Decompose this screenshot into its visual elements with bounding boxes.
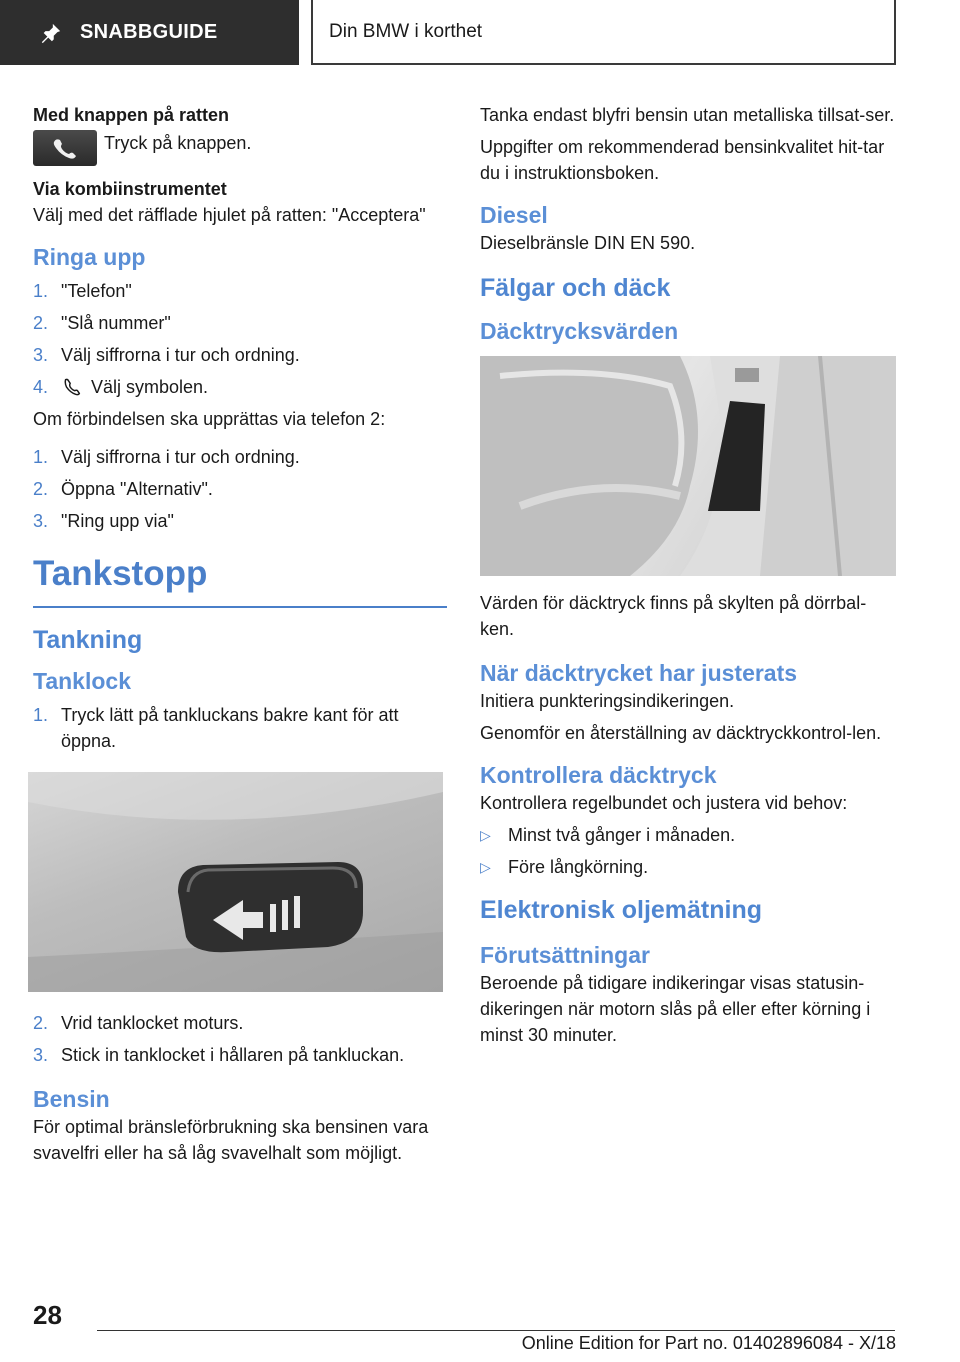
- fuel-cap-photo: [28, 772, 443, 992]
- bensin-heading: Bensin: [33, 1086, 110, 1112]
- handset-icon: [61, 376, 83, 398]
- ringa-step: 3. Välj siffrorna i tur och ordning.: [33, 345, 300, 365]
- falgar-heading: Fälgar och däck: [480, 274, 671, 302]
- header-section-label: SNABBGUIDE: [80, 21, 218, 43]
- kontroll-bullet: ▷ Minst två gånger i månaden.: [480, 822, 896, 848]
- door-pillar-illustration: [480, 356, 896, 576]
- justerats-heading: När däcktrycket har justerats: [480, 660, 798, 686]
- kontroll-heading: Kontrollera däcktryck: [480, 762, 717, 788]
- genomfor-text: Genomför en återställning av däcktryckkontrol-len.: [480, 723, 882, 743]
- ringa-step: 2. "Slå nummer": [33, 313, 171, 333]
- phone-icon: [50, 136, 80, 160]
- phone2-text: Om förbindelsen ska upprättas via telefon 2:: [33, 409, 386, 429]
- tanklock-step: 1. Tryck lätt på tankluckans bakre kant för att öppna.: [33, 705, 399, 751]
- olja-heading: Elektronisk oljemätning: [480, 896, 763, 924]
- page-number: 28: [33, 1300, 62, 1330]
- ringa-step: 1. "Telefon": [33, 281, 132, 301]
- pin-icon: [40, 22, 62, 44]
- forut-text: Beroende på tidigare indikeringar visas statusin-dikeringen när motorn slås på eller efter körning i minst 30 minuter.: [480, 973, 871, 1045]
- kombi-heading: Via kombiinstrumentet: [33, 179, 227, 199]
- left-column: [33, 102, 447, 1172]
- tankstopp-rule: [33, 606, 447, 608]
- steering-heading: Med knappen på ratten: [33, 105, 230, 125]
- initiera-text: Initiera punkteringsindikeringen.: [480, 691, 735, 711]
- kontroll-text: Kontrollera regelbundet och justera vid behov:: [480, 793, 848, 813]
- steering-phone-button-image: [33, 130, 97, 166]
- tanklock-step: 2. Vrid tanklocket moturs.: [33, 1013, 244, 1033]
- header-chapter-tab: [311, 0, 896, 65]
- kontroll-bullet: ▷ Före långkörning.: [480, 854, 896, 880]
- header-section-tab: [0, 0, 299, 65]
- diesel-text: Dieselbränsle DIN EN 590.: [480, 233, 696, 253]
- door-sill-photo: [480, 356, 896, 576]
- tryck-heading: Däcktrycksvärden: [480, 318, 679, 344]
- phone2-step: 1. Välj siffrorna i tur och ordning.: [33, 447, 300, 467]
- ringa-heading: Ringa upp: [33, 244, 146, 270]
- ringa-step: 4. Välj symbolen.: [33, 377, 209, 397]
- tanka-text: Tanka endast blyfri bensin utan metalliska tillsat-ser.: [480, 105, 895, 125]
- fuel-cap-illustration: [28, 772, 443, 992]
- forut-heading: Förutsättningar: [480, 942, 650, 968]
- tankning-heading: Tankning: [33, 626, 143, 654]
- tankstopp-heading: Tankstopp: [33, 554, 208, 593]
- diesel-heading: Diesel: [480, 202, 548, 228]
- varden-text: Värden för däcktryck finns på skylten på dörrbal-ken.: [480, 593, 867, 639]
- steering-text: Tryck på knappen.: [104, 133, 252, 153]
- phone2-step: 2. Öppna "Alternativ".: [33, 479, 213, 499]
- tanklock-heading: Tanklock: [33, 668, 131, 694]
- phone2-step: 3. "Ring upp via": [33, 511, 174, 531]
- triangle-right-icon: ▷: [480, 859, 491, 875]
- steering-button-row: [33, 130, 447, 166]
- bensin-text: För optimal bränsleförbrukning ska bensinen vara svavelfri eller ha så låg svavelhalt som möjligt.: [33, 1117, 429, 1163]
- footer-edition: Online Edition for Part no. 01402896084 - X/18: [521, 1333, 896, 1353]
- uppgifter-text: Uppgifter om rekommenderad bensinkvalitet hit-tar du i instruktionsboken.: [480, 137, 885, 183]
- triangle-right-icon: ▷: [480, 827, 491, 843]
- header-chapter-label: Din BMW i korthet: [329, 20, 483, 42]
- kombi-text: Välj med det räfflade hjulet på ratten: "Acceptera": [33, 205, 426, 225]
- right-column: [480, 102, 896, 1054]
- tanklock-step: 3. Stick in tanklocket i hållaren på tankluckan.: [33, 1045, 405, 1065]
- footer-rule: [97, 1330, 895, 1331]
